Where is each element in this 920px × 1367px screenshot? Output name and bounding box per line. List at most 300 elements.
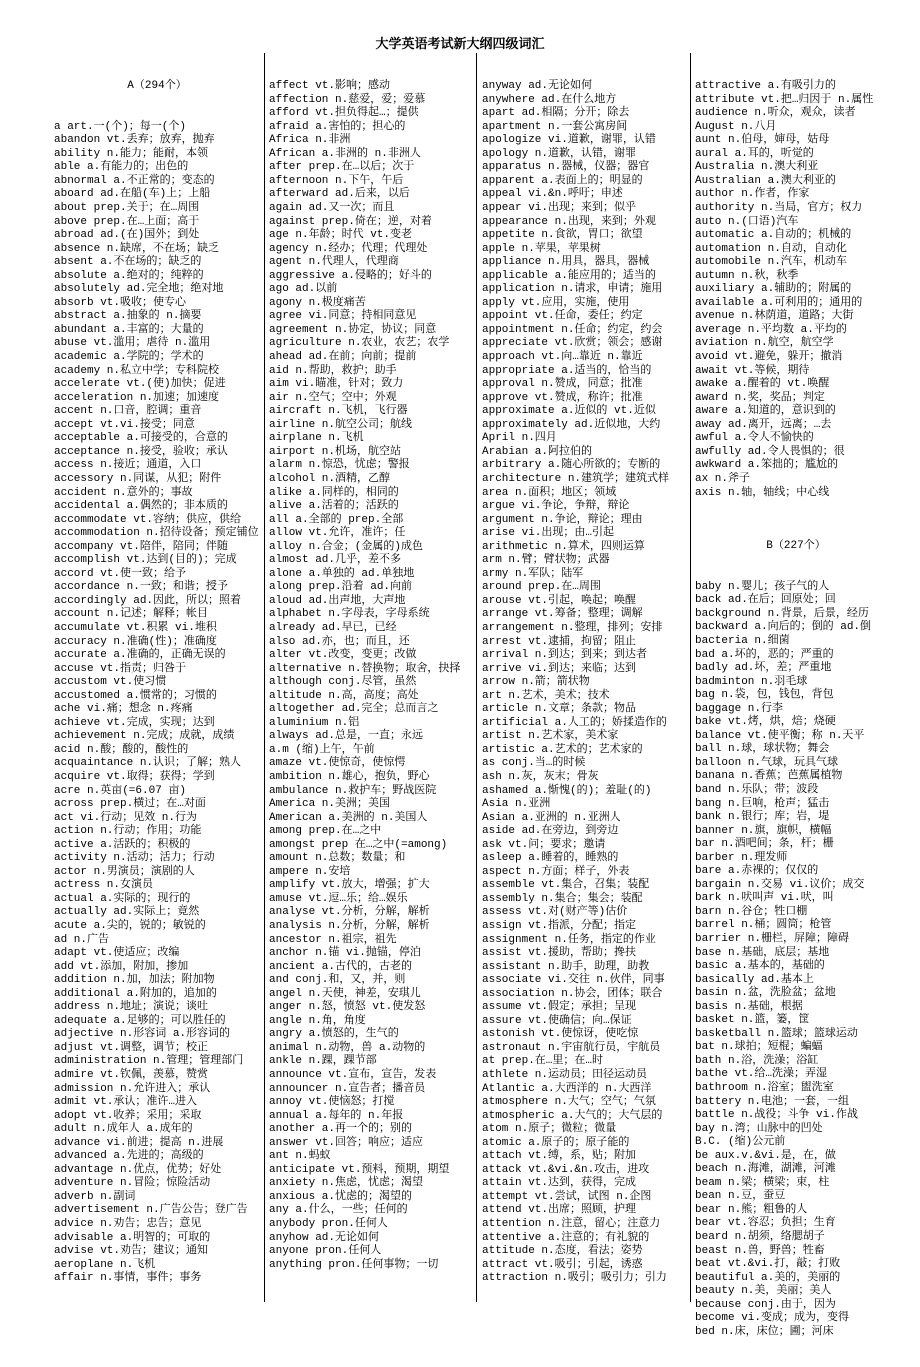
word-entry: abuse vt.滥用；虐待 n.滥用 [54,337,211,350]
word-entry: arrival n.到达；到来；到达者 [482,649,648,662]
word-entry: auto n.(口语)汽车 [695,215,799,228]
word-entry: absorb vt.吸收；使专心 [54,296,187,309]
word-entry: argue vi.争论，争辩，辩论 [482,500,630,513]
word-entry: army n.军队；陆军 [482,567,584,580]
word-entry: approval n.赞成，同意；批准 [482,378,643,391]
word-entry: bear n.熊；粗鲁的人 [695,1203,808,1216]
word-entry: absolutely ad.完全地；绝对地 [54,283,224,296]
word-entry: anybody pron.任何人 [269,1218,388,1231]
word-entry: aloud ad.出声地，大声地 [269,594,406,607]
word-entry: August n.八月 [695,120,777,133]
word-entry: administration n.管理；管理部门 [54,1055,244,1068]
word-entry: asleep a.睡着的，睡熟的 [482,852,619,865]
word-entry: ache vi.痛；想念 n.疼痛 [54,703,193,716]
column-divider [690,53,691,1302]
word-entry: advanced a.先进的；高级的 [54,1150,204,1163]
word-entry: banner n.旗，旗帜，横幅 [695,824,832,837]
word-entry: any a.什么，一些；任何的 [269,1204,408,1217]
word-entry: awful a.令人不愉快的 [695,432,814,445]
word-entry: accidental a.偶然的；非本质的 [54,500,228,513]
word-entry: advise vt.劝告；建议；通知 [54,1245,209,1258]
word-entry: bargain n.交易 vi.议价；成交 [695,878,865,891]
word-entry: amplify vt.放大，增强；扩大 [269,879,430,892]
word-entry: accuse vt.指责；归咎于 [54,662,187,675]
word-entry: associate vi.交往 n.伙伴，同事 [482,974,665,987]
word-entry: awake a.醒着的 vt.唤醒 [695,378,830,391]
word-entry: amount n.总数；数量；和 [269,852,406,865]
word-entry: awfully ad.令人畏惧的；很 [695,445,845,458]
word-entry: bag n.袋，包，钱包，背包 [695,689,834,702]
word-entry: announcer n.宣告者；播音员 [269,1082,426,1095]
word-entry: attentive a.注意的；有礼貌的 [482,1231,650,1244]
word-entry: attain vt.达到，获得，完成 [482,1177,637,1190]
word-entry: apartment n.一套公寓房间 [482,120,628,133]
word-entry: address n.地址；演说；谈吐 [54,1001,209,1014]
word-entry: aunt n.伯母，婶母，姑母 [695,134,830,147]
word-entry: accuracy n.准确(性)；准确度 [54,635,217,648]
word-entry: bad a.坏的，恶的；严重的 [695,648,834,661]
word-entry: bar n.酒吧间；条，杆；栅 [695,838,834,851]
word-entry: arrangement n.整理，排列；安排 [482,621,663,634]
word-entry: Australian a.澳大利亚的 [695,174,836,187]
word-entry: apart ad.相隔；分开；除去 [482,107,630,120]
word-entry: academy n.私立中学；专科院校 [54,364,220,377]
word-entry: afterward ad.后来，以后 [269,188,410,201]
word-entry: age n.年龄；时代 vt.变老 [269,229,413,242]
word-entry: ago ad.以前 [269,283,338,296]
word-entry: appropriate a.适当的，恰当的 [482,364,652,377]
word-entry: bean n.豆，蚕豆 [695,1190,786,1203]
word-entry: alcohol n.酒精，乙醇 [269,472,391,485]
word-entry: bear vt.容忍；负担；生育 [695,1217,836,1230]
word-entry: basketball n.篮球；篮球运动 [695,1027,858,1040]
word-entry: artist n.艺术家，美术家 [482,730,619,743]
word-entry: bare a.赤裸的；仅仅的 [695,865,819,878]
word-entry: attack vt.&vi.&n.攻击，进攻 [482,1163,650,1176]
word-entry: absent a.不在场的；缺乏的 [54,256,202,269]
word-entry: beauty n.美，美丽；美人 [695,1285,832,1298]
word-entry: again ad.又一次；而且 [269,202,395,215]
word-entry: animal n.动物，兽 a.动物的 [269,1041,426,1054]
word-entry: adult n.成年人 a.成年的 [54,1123,193,1136]
word-entry: arbitrary a.随心所欲的；专断的 [482,459,661,472]
section-heading-b: B（227个） [766,540,826,553]
word-entry: across prep.横过；在…对面 [54,798,206,811]
word-entry: adapt vt.使适应；改编 [54,947,180,960]
word-entry: bathe vt.给…洗澡；弄湿 [695,1068,828,1081]
word-entry: battle n.战役；斗争 vi.作战 [695,1109,858,1122]
word-entry: arrest vt.逮捕，拘留；阻止 [482,635,637,648]
word-entry: actor n.男演员；演剧的人 [54,865,195,878]
word-entry: barrier n.栅栏，屏障；障碍 [695,933,850,945]
word-entry: badminton n.羽毛球 [695,675,808,688]
word-entry: anyway ad.无论如何 [482,80,593,93]
word-entry: airline n.航空公司；航线 [269,418,413,431]
word-entry: and conj.和，又，并，则 [269,974,406,987]
word-entry: art n.艺术，美术；技术 [482,689,610,702]
word-entry: agreement n.协定，协议；同意 [269,323,437,336]
word-entry: advertisement n.广告公告；登广告 [54,1204,248,1217]
word-entry: alphabet n.字母表，字母系统 [269,608,430,621]
word-entry: anticipate vt.预料，预期，期望 [269,1163,450,1176]
word-entry: abundant a.丰富的；大量的 [54,323,204,336]
entry-list [54,121,260,1286]
word-entry: bacteria n.细菌 [695,634,790,647]
word-entry: apparent a.表面上的；明显的 [482,174,643,187]
word-entry: anxious a.忧虑的；渴望的 [269,1190,413,1203]
word-entry: adverb n.副词 [54,1190,136,1203]
word-entry: auxiliary a.辅助的；附属的 [695,283,852,296]
word-entry: background n.背景，后景，经历 [695,607,869,620]
word-entry: add vt.添加，附加，掺加 [54,960,189,973]
word-entry: authority n.当局，官方；权力 [695,202,863,215]
word-entry: arrive vi.到达；来临；达到 [482,662,637,675]
word-entry: association n.协会，团体；联合 [482,987,663,1000]
word-entry: amuse vt.逗…乐；给…娱乐 [269,892,408,905]
word-entry: awkward a.笨拙的；尴尬的 [695,459,839,472]
word-entry: along prep.沿着 ad.向前 [269,581,413,594]
word-entry: beautiful a.美的，美丽的 [695,1271,841,1284]
word-entry: apology n.道歉，认错，谢罪 [482,147,637,160]
word-entry: against prep.倚在；逆，对着 [269,215,432,228]
word-entry: B.C. (缩)公元前 [695,1136,786,1149]
word-entry: actual a.实际的；现行的 [54,892,191,905]
word-entry: aviation n.航空，航空学 [695,337,834,350]
word-entry: advantage n.优点，优势；好处 [54,1163,222,1176]
word-entry: alive a.活着的；活跃的 [269,500,399,513]
word-entry: acceptable a.可接受的，合意的 [54,432,228,445]
word-entry: afraid a.害怕的；担心的 [269,120,406,133]
word-entry: acid n.酸；酸的，酸性的 [54,743,189,756]
word-entry: Australia n.澳大利亚 [695,161,819,174]
word-entry: advisable a.明智的；可取的 [54,1231,211,1244]
word-entry: amongst prep 在…之中(=among) [269,838,448,851]
word-entry: arrow n.箭；箭状物 [482,676,590,689]
word-entry: ask vt.问；要求；邀请 [482,838,606,851]
word-entry: Africa n.非洲 [269,134,351,147]
word-entry: arrange vt.筹备；整理；调解 [482,608,643,621]
word-entry: atomic a.原子的；原子能的 [482,1136,630,1149]
word-entry: act vi.行动；见效 n.行为 [54,811,198,824]
word-entry: aggressive a.侵略的；好斗的 [269,269,432,282]
word-entry: bed n.床，床位；圃；河床 [695,1325,834,1338]
word-entry: also ad.亦，也；而且，还 [269,635,410,648]
word-entry: assemble vt.集合，召集；装配 [482,879,650,892]
word-entry: battery n.电池；一套，一组 [695,1095,850,1108]
word-entry: aside ad.在旁边，到旁边 [482,825,619,838]
word-entry: anywhere ad.在什么地方 [482,93,617,106]
word-entry: acceleration n.加速；加速度 [54,391,220,404]
word-entry: accustomed a.惯常的；习惯的 [54,689,217,702]
word-entry: approve vt.赞成，称许；批准 [482,391,643,404]
word-entry: band n.乐队；带；波段 [695,783,819,796]
word-entry: anger n.怒，愤怒 vt.使发怒 [269,1001,426,1014]
word-entry: answer vt.回答；响应；适应 [269,1136,424,1149]
word-entry: appearance n.出现，来到；外观 [482,215,656,228]
word-entry: accept vt.vi.接受；同意 [54,418,195,431]
word-entry: appear vi.出现；来到；似乎 [482,202,637,215]
word-entry: artificial a.人工的；娇揉造作的 [482,716,667,729]
word-entry: banana n.香蕉；芭蕉属植物 [695,770,843,783]
word-entry: approach vt.向…靠近 n.靠近 [482,351,643,364]
word-entry: adventure n.冒险；惊险活动 [54,1177,211,1190]
word-entry: accordance n.一致；和谐；授予 [54,581,228,594]
word-entry: attempt vt.尝试，试图 n.企图 [482,1190,652,1203]
word-entry: award n.奖，奖品；判定 [695,391,825,404]
word-entry: achieve vt.完成，实现；达到 [54,716,215,729]
word-entry: badly ad.坏，差；严重地 [695,662,832,675]
word-entry: await vt.等候，期待 [695,364,810,377]
word-entry: beam n.梁；横梁；束，柱 [695,1176,830,1189]
word-entry: activity n.活动；活力；行动 [54,852,215,865]
word-entry: automatic a.自动的；机械的 [695,229,852,242]
entry-list [269,80,471,1272]
word-entry: become vi.变成；成为，变得 [695,1312,850,1325]
word-entry: altogether ad.完全；总而言之 [269,703,439,716]
word-entry: appeal vi.&n.呼吁；申述 [482,188,623,201]
word-entry: axis n.轴，轴线；中心线 [695,486,830,499]
word-entry: appreciate vt.欣赏；领会；感谢 [482,337,663,350]
word-entry: atmosphere n.大气；空气；气氛 [482,1096,656,1109]
word-entry: action n.行动；作用；功能 [54,825,202,838]
word-entry: available a.可利用的；通用的 [695,296,863,309]
word-entry: aeroplane n.飞机 [54,1258,156,1271]
word-entry: acquire vt.取得；获得；学到 [54,770,215,783]
word-entry: anyone pron.任何人 [269,1245,382,1258]
column-divider [264,53,265,1302]
word-entry: accommodate vt.容纳；供应，供给 [54,513,242,526]
word-entry: accent n.口音，腔调；重音 [54,405,202,418]
word-entry: accessory n.同谋，从犯；附件 [54,472,222,485]
word-entry: adequate a.足够的；可以胜任的 [54,1014,226,1027]
word-column-3 [482,53,685,1301]
word-entry: alloy n.合金；(金属的)成色 [269,540,424,553]
word-entry: although conj.尽管，虽然 [269,676,417,689]
word-entry: bay n.湾；山脉中的凹处 [695,1122,823,1135]
word-entry: attract vt.吸引；引起，诱惑 [482,1258,643,1271]
word-entry: active a.活跃的；积极的 [54,838,191,851]
word-entry: ant n.蚂蚁 [269,1150,331,1163]
word-column-2 [269,53,471,1301]
word-entry: analysis n.分析，分解，解析 [269,920,430,932]
word-entry: able a.有能力的；出色的 [54,161,189,174]
word-entry: average n.平均数 a.平均的 [695,323,847,336]
word-entry: baggage n.行李 [695,702,784,715]
word-entry: back ad.在后；回原处；回 [695,594,836,607]
word-entry: application n.请求，申请；施用 [482,283,663,296]
word-entry: alternative n.替换物；取舍，抉择 [269,662,461,675]
word-entry: article n.文章；条款；物品 [482,703,637,716]
word-entry: basic a.基本的，基础的 [695,960,825,973]
word-entry: aural a.耳的，听觉的 [695,147,814,160]
word-entry: abnormal a.不正常的；变态的 [54,174,215,187]
word-entry: absolute a.绝对的；纯粹的 [54,269,204,282]
word-entry: appointment n.任命；约定，约会 [482,323,663,336]
word-entry: academic a.学院的；学术的 [54,351,204,364]
word-entry: accompany vt.陪伴，陪同；伴随 [54,540,228,553]
word-entry: anchor n.锚 vi.抛锚，停泊 [269,947,421,960]
word-entry: apparatus n.器械，仪器；器官 [482,161,650,174]
word-entry: bat n.球拍；短棍；蝙蝠 [695,1041,823,1054]
word-entry: appetite n.食欲，胃口；欲望 [482,229,643,242]
word-entry: admission n.允许进入；承认 [54,1082,211,1095]
word-entry: barrel n.桶；圆筒；枪管 [695,919,832,932]
word-entry: always ad.总是，一直；永远 [269,730,424,743]
word-entry: acre n.英亩(=6.07 亩) [54,784,187,797]
word-entry: bake vt.烤，烘，焙；烧硬 [695,716,836,729]
word-entry: approximate a.近似的 vt.近似 [482,405,656,418]
word-entry: attention n.注意，留心；注意力 [482,1218,661,1231]
page-title: 大学英语考试新大纲四级词汇 [375,37,545,52]
word-entry: ambulance n.救护车；野战医院 [269,784,437,797]
word-entry: alter vt.改变，变更；改做 [269,649,417,662]
word-entry: accumulate vt.积累 vi.堆积 [54,621,217,634]
entry-list [695,581,897,1340]
word-entry: alike a.同样的，相同的 [269,486,399,499]
word-entry: beard n.胡须，络腮胡子 [695,1231,825,1244]
word-entry: basin n.盆，洗脸盆；盆地 [695,987,836,1000]
word-entry: balloon n.气球，玩具气球 [695,756,839,769]
word-entry: angry a.愤怒的，生气的 [269,1028,399,1041]
word-entry: arise vi.出现；由…引起 [482,527,615,540]
word-entry: area n.面积；地区；领域 [482,486,617,499]
word-entry: aid n.帮助，救护；助手 [269,364,397,377]
word-entry: accord vt.使一致；给予 [54,567,187,580]
entry-list [482,80,685,1286]
word-entry: a.m (缩)上午，午前 [269,743,375,756]
word-entry: allow vt.允许，准许；任 [269,527,406,540]
word-entry: agent n.代理人，代理商 [269,256,399,269]
word-entry: altitude n.高，高度；高处 [269,689,419,702]
word-entry: achievement n.完成；成就，成绩 [54,730,235,743]
word-entry: addition n.加，加法；附加物 [54,974,215,987]
word-entry: basically ad.基本上 [695,973,814,986]
word-entry: beast n.兽，野兽；牲畜 [695,1244,825,1257]
word-entry: anxiety n.焦虑，忧虑；渴望 [269,1177,424,1190]
word-entry: backward a.向后的；倒的 ad.倒 [695,621,872,634]
word-entry: ancient a.古代的，古老的 [269,960,413,973]
word-entry: apologize vi.道歉，谢罪，认错 [482,134,656,147]
word-entry: as conj.当…的时候 [482,757,586,770]
word-entry: admire vt.钦佩，羡慕，赞赏 [54,1069,209,1082]
word-entry: attraction n.吸引；吸引力；引力 [482,1272,667,1285]
word-entry: balance vt.使平衡；称 n.天平 [695,729,865,742]
word-entry: a art.一(个)；每一(个) [54,120,187,133]
word-entry: anyhow ad.无论如何 [269,1231,380,1244]
section-heading-a: A（294个） [127,80,187,93]
word-entry: assume vt.假定；承担；呈现 [482,1001,637,1014]
word-entry: assembly n.集合；集会；装配 [482,892,643,905]
word-entry: ability n.能力；能耐，本领 [54,147,209,160]
word-entry: account n.记述；解释；帐目 [54,608,209,621]
word-entry: base n.基础，底层；基地 [695,946,830,959]
word-entry: basket n.篮，篓，筐 [695,1014,810,1027]
word-entry: assign vt.指派，分配；指定 [482,920,637,932]
word-entry: about prep.关于；在…周围 [54,202,200,215]
word-entry: avoid vt.避免，躲开；撤消 [695,351,843,364]
word-entry: assistant n.助手，助理，助教 [482,960,650,973]
word-column-4 [695,53,897,1338]
word-entry: accommodation n.招待设备；预定铺位 [54,527,259,540]
word-entry: almost ad.几乎，差不多 [269,554,402,567]
word-entry: Atlantic a.大西洋的 n.大西洋 [482,1082,652,1095]
word-entry: assist vt.援助，帮助；搀扶 [482,947,637,960]
word-entry: attractive a.有吸引力的 [695,80,836,93]
word-entry: atom n.原子；微粒；微量 [482,1123,617,1136]
word-entry: basis n.基础，根据 [695,1000,803,1013]
word-entry: assignment n.任务，指定的作业 [482,933,656,946]
word-entry: aspect n.方面；样子，外表 [482,865,630,878]
word-entry: autumn n.秋，秋季 [695,269,799,282]
word-entry: ball n.球，球状物；舞会 [695,743,830,756]
word-entry: air n.空气；空中；外观 [269,391,397,404]
word-entry: analyse vt.分析，分解，解析 [269,906,430,919]
word-entry: alarm n.惊恐，忧虑；警报 [269,459,410,472]
word-entry: airplane n.飞机 [269,432,364,445]
word-entry: baby n.婴儿；孩子气的人 [695,580,830,593]
word-entry: agency n.经办；代理；代理处 [269,242,428,255]
word-entry: beach n.海滩，湖滩，河滩 [695,1163,836,1176]
word-entry: absence n.缺席，不在场；缺乏 [54,242,220,255]
word-entry: ashamed a.惭愧(的)；羞耻(的) [482,784,652,797]
word-entry: angle n.角，角度 [269,1014,366,1027]
word-entry: audience n.听众，观众，读者 [695,107,856,120]
word-entry: automobile n.汽车，机动车 [695,256,847,269]
word-entry: appoint vt.任命，委任；约定 [482,310,643,323]
word-entry: after prep.在…以后；次于 [269,161,415,174]
word-entry: airport n.机场，航空站 [269,445,402,458]
word-entry: abroad ad.(在)国外；到处 [54,229,200,242]
word-entry: actress n.女演员 [54,879,154,892]
word-entry: automation n.自动，自动化 [695,242,847,255]
word-entry: apple n.苹果，苹果树 [482,242,601,255]
word-entry: actually ad.实际上；竟然 [54,906,200,919]
word-entry: artistic a.艺术的；艺术家的 [482,743,643,756]
word-entry: attend vt.出席；照顾，护理 [482,1204,637,1217]
word-entry: away ad.离开，远离；…去 [695,418,832,431]
word-entry: ax n.斧子 [695,472,751,485]
word-entry: bath n.浴，洗澡；浴缸 [695,1054,819,1067]
word-entry: abandon vt.丢弃；放弃，抛弃 [54,134,215,147]
word-entry: announce vt.宣布，宣告，发表 [269,1069,437,1082]
word-entry: attach vt.缚，系，贴；附加 [482,1150,637,1163]
word-entry: ambition n.雄心，抱负，野心 [269,770,430,783]
word-entry: approximately ad.近似地，大约 [482,418,661,431]
word-entry: be aux.v.&vi.是，在，做 [695,1149,836,1162]
word-entry: advice n.劝告；忠告；意见 [54,1218,202,1231]
word-entry: affection n.慈爱，爱；爱慕 [269,93,426,106]
word-entry: Asia n.亚洲 [482,798,551,811]
word-entry: African a.非洲的 n.非洲人 [269,147,421,160]
word-entry: avenue n.林荫道，道路；大街 [695,310,854,323]
word-entry: April n.四月 [482,432,557,445]
word-entry: adopt vt.收养；采用；采取 [54,1109,202,1122]
word-entry: arithmetic n.算术，四则运算 [482,540,645,553]
word-entry: accelerate vt.(使)加快；促进 [54,378,226,391]
word-entry: afford vt.担负得起…；提供 [269,107,419,120]
word-entry: because conj.由于，因为 [695,1298,836,1311]
word-entry: ankle n.踝，踝节部 [269,1055,377,1068]
word-entry: adjective n.形容词 a.形容词的 [54,1028,231,1041]
word-entry: applicable a.能应用的；适当的 [482,269,656,282]
word-entry: attitude n.态度，看法；姿势 [482,1245,643,1258]
word-entry: afternoon n.下午，午后 [269,174,404,187]
word-entry: arouse vt.引起，唤起；唤醒 [482,594,637,607]
word-entry: aboard ad.在船(车)上；上船 [54,188,211,201]
word-entry: accordingly ad.因此，所以；照着 [54,594,242,607]
word-entry: amaze vt.使惊奇，使惊愕 [269,757,406,770]
word-entry: astonish vt.使惊讶，使吃惊 [482,1028,639,1041]
